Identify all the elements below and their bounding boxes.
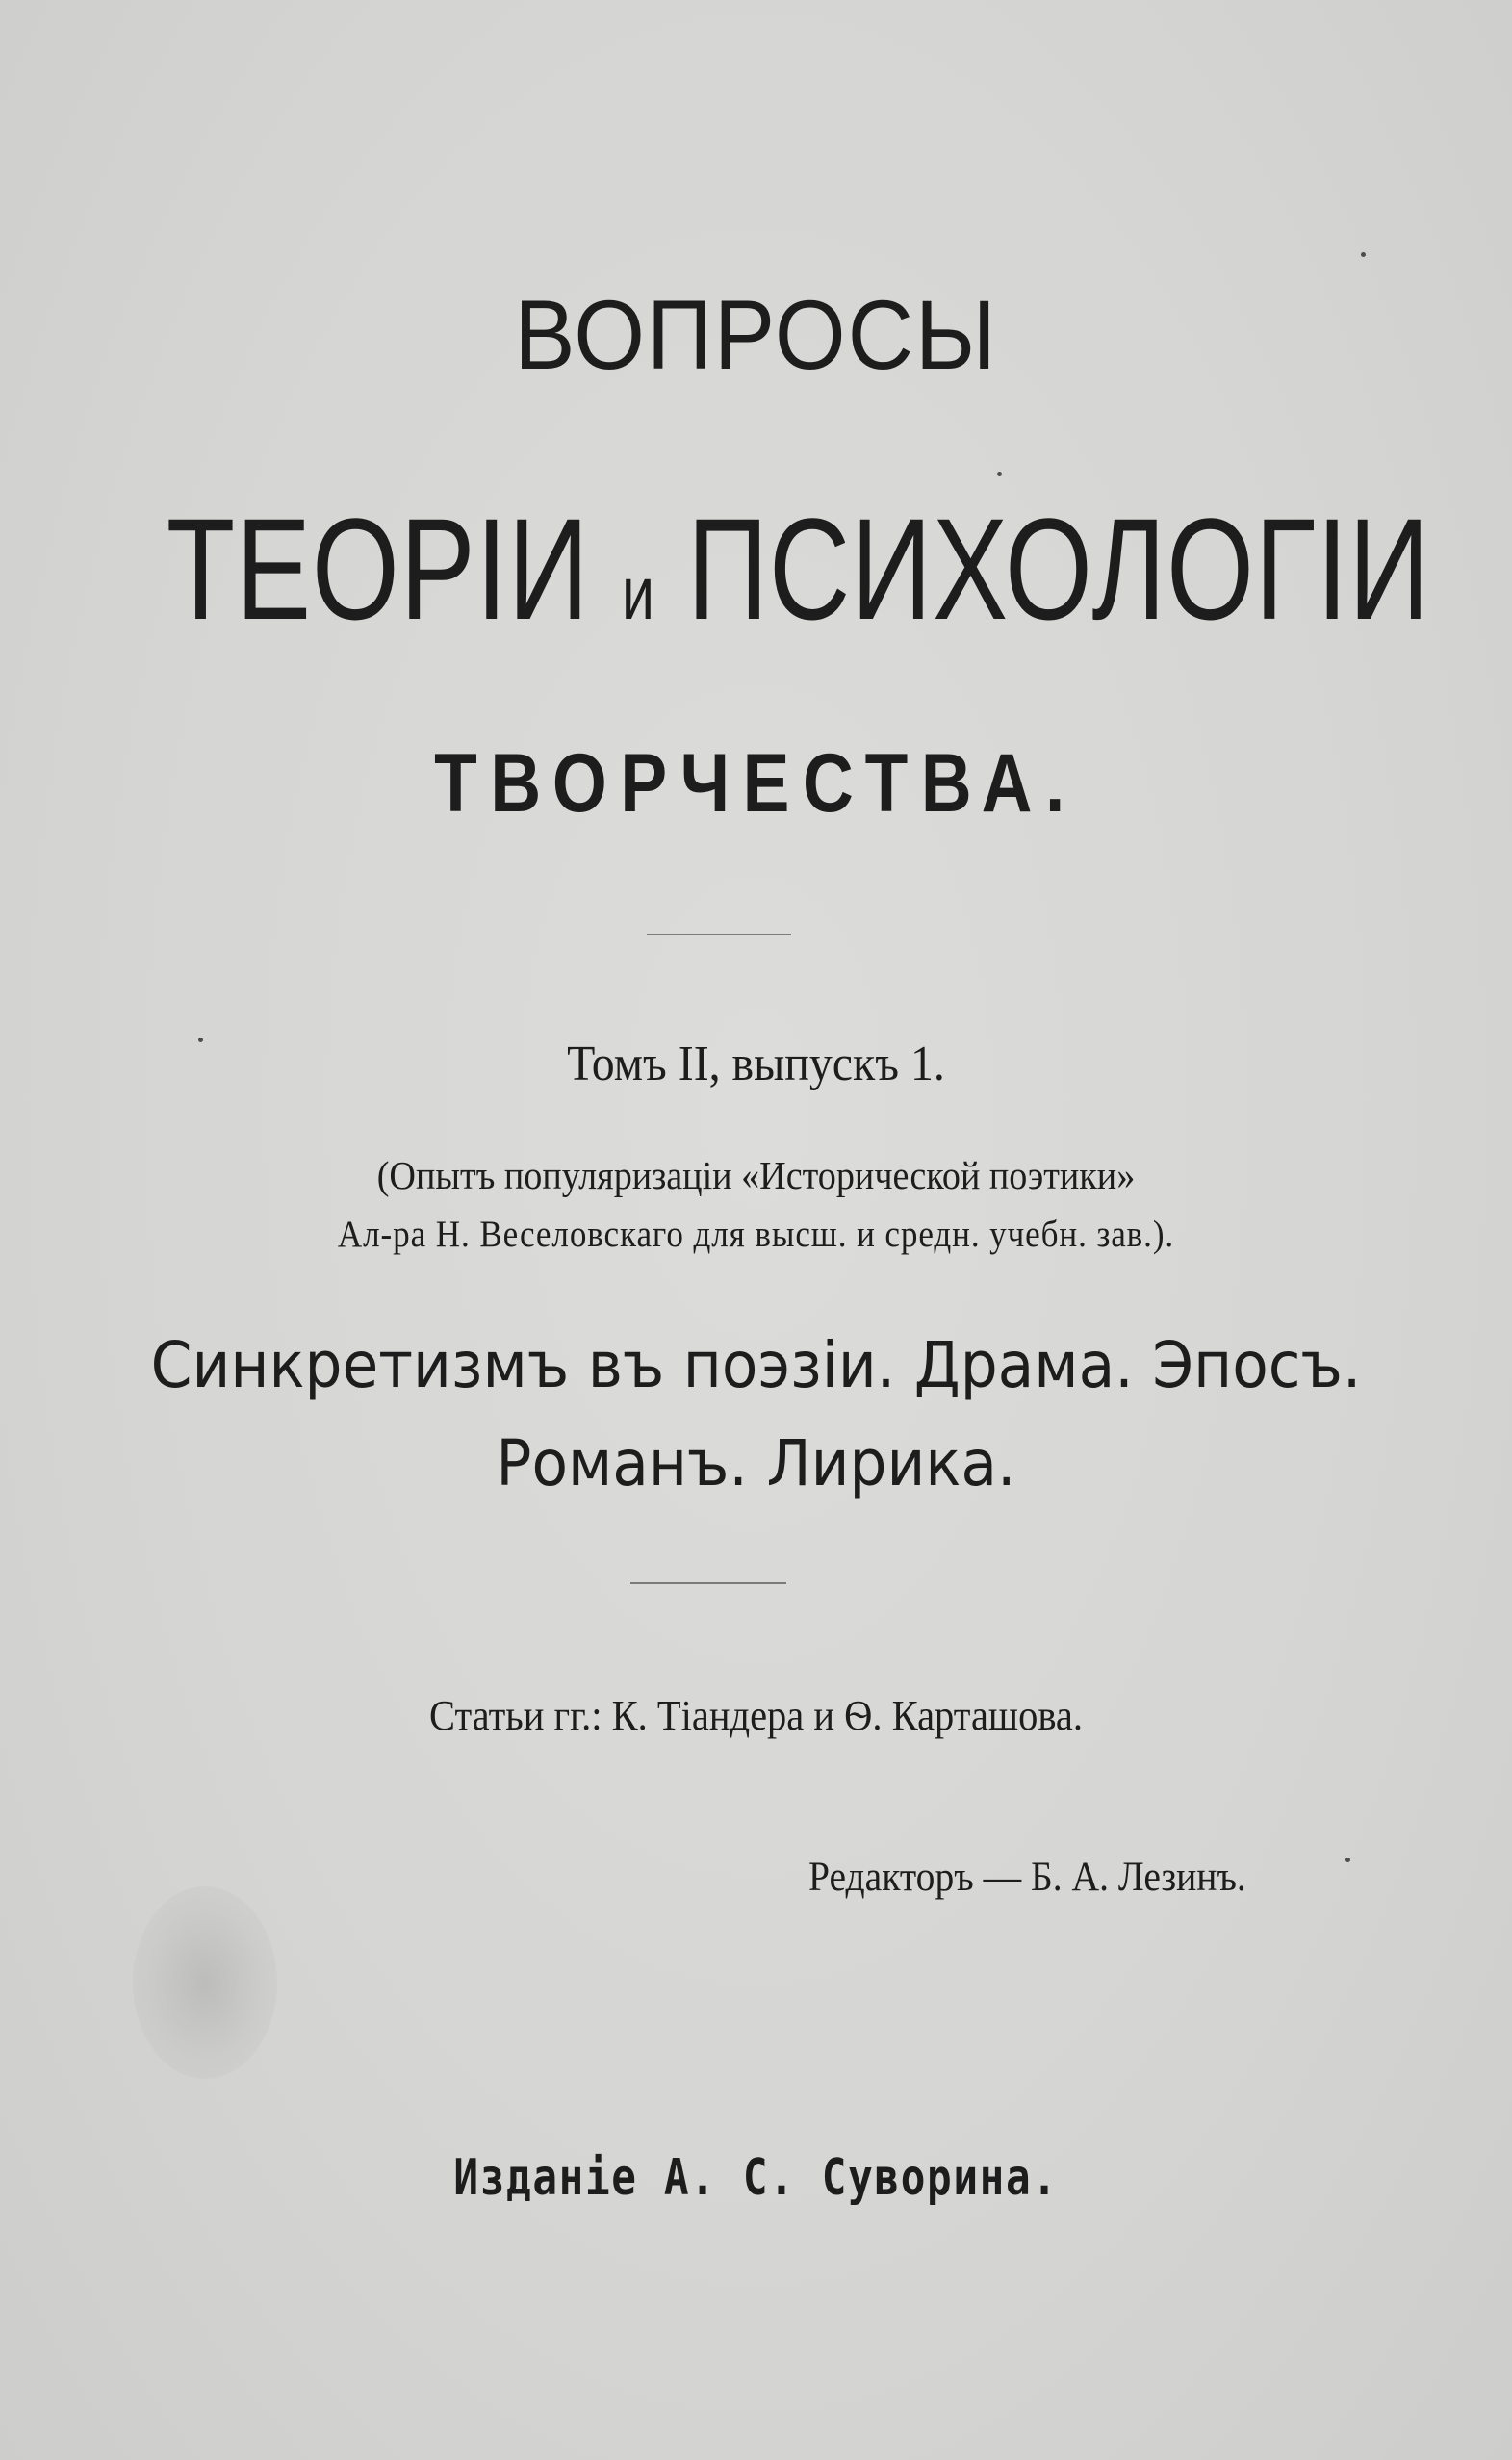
editor-line: Редакторъ — Б. А. Лезинъ. (808, 1855, 1246, 1900)
title-line-2 (166, 486, 1431, 653)
volume-line: Томъ II, выпускъ 1. (567, 1037, 945, 1091)
divider-rule-bottom (630, 1582, 786, 1584)
title-word-and: и (621, 551, 655, 635)
publisher-line: Изданіе А. С. Суворина. (453, 2149, 1059, 2207)
title-word-theory: ТЕОРІИ (166, 488, 590, 650)
divider-rule-top (647, 934, 791, 935)
subjects-line-1: Синкретизмъ въ поэзіи. Драма. Эпосъ. (150, 1328, 1362, 1402)
paper-stain (133, 1886, 277, 2079)
paper-speck (1345, 1858, 1350, 1862)
note-line-2: Ал-ра Н. Веселовскаго для высш. и средн. учебн. зав.). (337, 1214, 1175, 1255)
authors-line: Статьи гг.: К. Тіандера и Ѳ. Карташова. (429, 1692, 1083, 1739)
title-word-psychology: ПСИХОЛОГІИ (687, 488, 1431, 650)
note-line-1: (Опытъ популяризаціи «Исторической поэтики» (376, 1153, 1136, 1197)
subjects-line-2: Романъ. Лирика. (496, 1426, 1016, 1500)
paper-speck (1361, 252, 1366, 257)
title-line-3: ТВОРЧЕСТВА. (434, 737, 1078, 830)
paper-speck (997, 472, 1002, 476)
title-line-1: ВОПРОСЫ (514, 280, 998, 390)
